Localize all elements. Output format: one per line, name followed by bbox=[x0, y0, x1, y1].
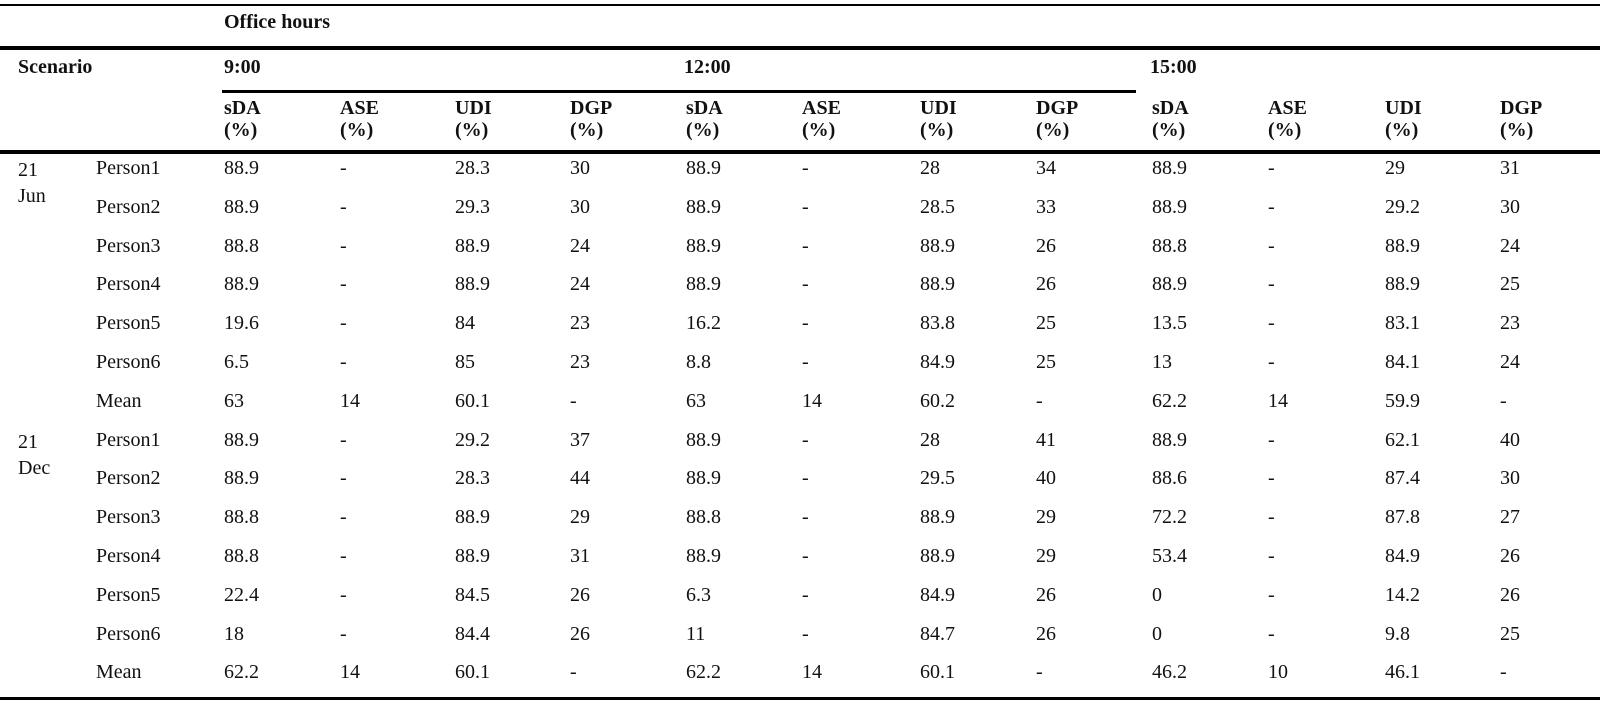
table-cell: 24 bbox=[1500, 351, 1520, 373]
table-cell: - bbox=[1500, 389, 1507, 412]
time-heading-0900: 9:00 bbox=[224, 56, 261, 78]
table-cell: 29 bbox=[570, 506, 590, 529]
table-cell: 26 bbox=[1036, 273, 1056, 296]
table-cell: 88.9 bbox=[920, 545, 955, 567]
table-cell: 26 bbox=[1500, 545, 1520, 567]
table-cell: - bbox=[570, 389, 577, 412]
table-cell: 88.9 bbox=[1385, 273, 1420, 296]
table-cell: 88.9 bbox=[1152, 273, 1187, 296]
table-cell: 85 bbox=[455, 351, 475, 373]
table-cell: 62.1 bbox=[1385, 428, 1420, 451]
table-cell: - bbox=[1268, 273, 1275, 296]
table-cell: 37 bbox=[570, 428, 590, 451]
table-cell: 41 bbox=[1036, 428, 1056, 451]
table-cell: 8.8 bbox=[686, 351, 711, 373]
table-cell: 84.7 bbox=[920, 622, 955, 645]
table-cell: 28.5 bbox=[920, 195, 955, 218]
table-cell: 6.5 bbox=[224, 351, 249, 373]
table-cell: - bbox=[340, 351, 347, 373]
table-cell: 18 bbox=[224, 622, 244, 645]
table-cell: 72.2 bbox=[1152, 506, 1187, 529]
table-cell: 88.9 bbox=[455, 234, 490, 257]
header-rule bbox=[0, 150, 1600, 154]
scenario-date: 21 Dec bbox=[18, 430, 51, 479]
table-cell: 25 bbox=[1500, 273, 1520, 296]
table-cell: - bbox=[802, 545, 809, 567]
table-cell: - bbox=[1268, 467, 1275, 490]
table-cell: 27 bbox=[1500, 506, 1520, 529]
table-cell: 84.9 bbox=[920, 351, 955, 373]
table-cell: 23 bbox=[570, 312, 590, 335]
table-cell: 63 bbox=[224, 389, 244, 412]
table-cell: 63 bbox=[686, 389, 706, 412]
row-label: Person4 bbox=[96, 273, 161, 296]
table-cell: 62.2 bbox=[1152, 389, 1187, 412]
metric-header-dgp-1200: DGP (%) bbox=[1036, 97, 1079, 141]
table-cell: 88.9 bbox=[1385, 234, 1420, 257]
table-cell: - bbox=[1268, 351, 1275, 373]
table-cell: 88.9 bbox=[920, 506, 955, 529]
table-cell: 29.2 bbox=[455, 428, 490, 451]
table-cell: 24 bbox=[1500, 234, 1520, 257]
table-cell: 88.9 bbox=[224, 157, 259, 179]
table-cell: 88.9 bbox=[686, 157, 721, 179]
table-cell: 88.9 bbox=[686, 467, 721, 490]
table-cell: - bbox=[1268, 506, 1275, 529]
table-cell: 88.9 bbox=[224, 467, 259, 490]
table-cell: 60.1 bbox=[455, 389, 490, 412]
time-group-rule bbox=[222, 90, 1136, 93]
table-cell: - bbox=[802, 428, 809, 451]
table-cell: - bbox=[340, 583, 347, 606]
table-cell: 24 bbox=[570, 234, 590, 257]
table-cell: 60.1 bbox=[455, 661, 490, 684]
table-cell: 30 bbox=[1500, 195, 1520, 218]
table-cell: 88.8 bbox=[224, 506, 259, 529]
table-cell: - bbox=[802, 351, 809, 373]
table-cell: 29 bbox=[1036, 545, 1056, 567]
row-label: Person4 bbox=[96, 545, 161, 567]
table-cell: 26 bbox=[570, 583, 590, 606]
table-cell: 26 bbox=[1036, 234, 1056, 257]
table-cell: - bbox=[340, 312, 347, 335]
table-cell: - bbox=[1268, 157, 1275, 179]
table-cell: 88.9 bbox=[224, 428, 259, 451]
office-hours-rule bbox=[0, 46, 1600, 50]
table-cell: 84.9 bbox=[1385, 545, 1420, 567]
metric-header-dgp-0900: DGP (%) bbox=[570, 97, 613, 141]
table-cell: 88.9 bbox=[686, 428, 721, 451]
table-cell: 9.8 bbox=[1385, 622, 1410, 645]
table-cell: 31 bbox=[570, 545, 590, 567]
table-cell: - bbox=[1268, 583, 1275, 606]
table-cell: 0 bbox=[1152, 583, 1162, 606]
table-cell: 26 bbox=[570, 622, 590, 645]
table-cell: 62.2 bbox=[224, 661, 259, 684]
row-label: Person3 bbox=[96, 234, 161, 257]
metric-header-sda-1200: sDA (%) bbox=[686, 97, 723, 141]
row-label: Person5 bbox=[96, 312, 161, 335]
table-cell: 88.6 bbox=[1152, 467, 1187, 490]
table-cell: - bbox=[570, 661, 577, 684]
table-cell: - bbox=[340, 545, 347, 567]
metric-header-udi-0900: UDI (%) bbox=[455, 97, 492, 141]
table-cell: - bbox=[1268, 428, 1275, 451]
table-cell: 88.9 bbox=[455, 273, 490, 296]
table-cell: 60.2 bbox=[920, 389, 955, 412]
table-cell: 33 bbox=[1036, 195, 1056, 218]
table-cell: 60.1 bbox=[920, 661, 955, 684]
row-label: Person5 bbox=[96, 583, 161, 606]
table-cell: - bbox=[802, 157, 809, 179]
metric-header-ase-1200: ASE (%) bbox=[802, 97, 841, 141]
table-cell: 25 bbox=[1036, 351, 1056, 373]
table-cell: - bbox=[1036, 389, 1043, 412]
table-cell: 62.2 bbox=[686, 661, 721, 684]
table-cell: 88.9 bbox=[455, 545, 490, 567]
table-cell: 29.3 bbox=[455, 195, 490, 218]
table-cell: 59.9 bbox=[1385, 389, 1420, 412]
table-cell: 53.4 bbox=[1152, 545, 1187, 567]
table-cell: 84.9 bbox=[920, 583, 955, 606]
table-cell: 25 bbox=[1500, 622, 1520, 645]
bottom-rule bbox=[0, 697, 1600, 700]
row-label: Person2 bbox=[96, 467, 161, 490]
table-cell: 24 bbox=[570, 273, 590, 296]
table-cell: 16.2 bbox=[686, 312, 721, 335]
table-cell: 88.9 bbox=[1152, 428, 1187, 451]
table-cell: 83.1 bbox=[1385, 312, 1420, 335]
table-cell: - bbox=[1268, 545, 1275, 567]
table-cell: 84.1 bbox=[1385, 351, 1420, 373]
metric-header-ase-0900: ASE (%) bbox=[340, 97, 379, 141]
table-cell: 88.9 bbox=[686, 273, 721, 296]
table-cell: 28.3 bbox=[455, 467, 490, 490]
table-cell: - bbox=[340, 506, 347, 529]
table-cell: 88.9 bbox=[920, 234, 955, 257]
table-cell: - bbox=[1268, 234, 1275, 257]
table-cell: 14 bbox=[340, 389, 360, 412]
table-cell: 29.5 bbox=[920, 467, 955, 490]
table-cell: 19.6 bbox=[224, 312, 259, 335]
metric-header-udi-1500: UDI (%) bbox=[1385, 97, 1422, 141]
table-cell: 34 bbox=[1036, 157, 1056, 179]
table-cell: - bbox=[802, 312, 809, 335]
table-cell: 11 bbox=[686, 622, 706, 645]
table-cell: 26 bbox=[1500, 583, 1520, 606]
table-cell: 30 bbox=[570, 195, 590, 218]
time-heading-1200: 12:00 bbox=[684, 56, 731, 78]
table-cell: - bbox=[340, 273, 347, 296]
time-heading-1500: 15:00 bbox=[1150, 56, 1197, 78]
table-cell: - bbox=[1268, 622, 1275, 645]
row-label: Mean bbox=[96, 389, 142, 412]
scenario-date: 21 Jun bbox=[18, 159, 46, 207]
table-cell: 88.9 bbox=[455, 506, 490, 529]
table-cell: - bbox=[802, 273, 809, 296]
row-label: Person3 bbox=[96, 506, 161, 529]
table-cell: 6.3 bbox=[686, 583, 711, 606]
table-cell: - bbox=[802, 622, 809, 645]
row-label: Person6 bbox=[96, 622, 161, 645]
table-cell: 88.9 bbox=[1152, 157, 1187, 179]
table-cell: 84.4 bbox=[455, 622, 490, 645]
table-cell: - bbox=[802, 506, 809, 529]
table-cell: 10 bbox=[1268, 661, 1288, 684]
table-cell: 13.5 bbox=[1152, 312, 1187, 335]
table-cell: - bbox=[340, 467, 347, 490]
table-cell: 88.9 bbox=[224, 273, 259, 296]
table-cell: 88.9 bbox=[686, 195, 721, 218]
row-label: Person2 bbox=[96, 195, 161, 218]
table-cell: - bbox=[340, 428, 347, 451]
table-cell: 13 bbox=[1152, 351, 1172, 373]
table-cell: 29 bbox=[1385, 157, 1405, 179]
table-cell: - bbox=[340, 622, 347, 645]
table-cell: 40 bbox=[1036, 467, 1056, 490]
table-cell: 88.9 bbox=[1152, 195, 1187, 218]
metric-header-sda-1500: sDA (%) bbox=[1152, 97, 1189, 141]
table-cell: - bbox=[802, 195, 809, 218]
table-cell: - bbox=[1268, 195, 1275, 218]
table-cell: 28.3 bbox=[455, 157, 490, 179]
table-cell: 87.4 bbox=[1385, 467, 1420, 490]
table-cell: 28 bbox=[920, 428, 940, 451]
table-cell: 88.8 bbox=[686, 506, 721, 529]
table-cell: 28 bbox=[920, 157, 940, 179]
table-cell: - bbox=[340, 157, 347, 179]
table-cell: 0 bbox=[1152, 622, 1162, 645]
table-cell: 88.9 bbox=[686, 234, 721, 257]
table-cell: 14 bbox=[802, 661, 822, 684]
table-cell: 29 bbox=[1036, 506, 1056, 529]
office-hours-heading: Office hours bbox=[224, 11, 331, 33]
table-cell: 26 bbox=[1036, 583, 1056, 606]
row-label: Person1 bbox=[96, 157, 161, 179]
table-cell: 25 bbox=[1036, 312, 1056, 335]
table-cell: - bbox=[1036, 661, 1043, 684]
table-cell: - bbox=[802, 583, 809, 606]
top-rule bbox=[0, 4, 1600, 6]
row-label: Person6 bbox=[96, 351, 161, 373]
table-cell: 23 bbox=[1500, 312, 1520, 335]
table-cell: 31 bbox=[1500, 157, 1520, 179]
row-label: Mean bbox=[96, 661, 142, 684]
table-cell: 30 bbox=[570, 157, 590, 179]
table-cell: 88.9 bbox=[224, 195, 259, 218]
table-cell: 23 bbox=[570, 351, 590, 373]
table-cell: 88.8 bbox=[224, 545, 259, 567]
table-cell: - bbox=[340, 234, 347, 257]
scenario-heading: Scenario bbox=[18, 56, 93, 78]
table-cell: 83.8 bbox=[920, 312, 955, 335]
table-cell: - bbox=[1268, 312, 1275, 335]
metric-header-sda-0900: sDA (%) bbox=[224, 97, 261, 141]
metric-header-dgp-1500: DGP (%) bbox=[1500, 97, 1543, 141]
table-cell: - bbox=[802, 467, 809, 490]
table-cell: 22.4 bbox=[224, 583, 259, 606]
table-cell: - bbox=[340, 195, 347, 218]
row-label: Person1 bbox=[96, 428, 161, 451]
table-cell: - bbox=[802, 234, 809, 257]
table-cell: 84.5 bbox=[455, 583, 490, 606]
table-cell: 40 bbox=[1500, 428, 1520, 451]
table-cell: 88.8 bbox=[1152, 234, 1187, 257]
table-cell: 46.1 bbox=[1385, 661, 1420, 684]
table-cell: 14 bbox=[340, 661, 360, 684]
table-cell: 46.2 bbox=[1152, 661, 1187, 684]
table-cell: - bbox=[1500, 661, 1507, 684]
table-cell: 88.9 bbox=[686, 545, 721, 567]
table-cell: 87.8 bbox=[1385, 506, 1420, 529]
table-cell: 14 bbox=[802, 389, 822, 412]
metric-header-udi-1200: UDI (%) bbox=[920, 97, 957, 141]
table-cell: 84 bbox=[455, 312, 475, 335]
table-cell: 26 bbox=[1036, 622, 1056, 645]
table-cell: 88.8 bbox=[224, 234, 259, 257]
table-cell: 14 bbox=[1268, 389, 1288, 412]
table-cell: 30 bbox=[1500, 467, 1520, 490]
metric-header-ase-1500: ASE (%) bbox=[1268, 97, 1307, 141]
table-cell: 14.2 bbox=[1385, 583, 1420, 606]
table-cell: 44 bbox=[570, 467, 590, 490]
table-cell: 88.9 bbox=[920, 273, 955, 296]
table-cell: 29.2 bbox=[1385, 195, 1420, 218]
